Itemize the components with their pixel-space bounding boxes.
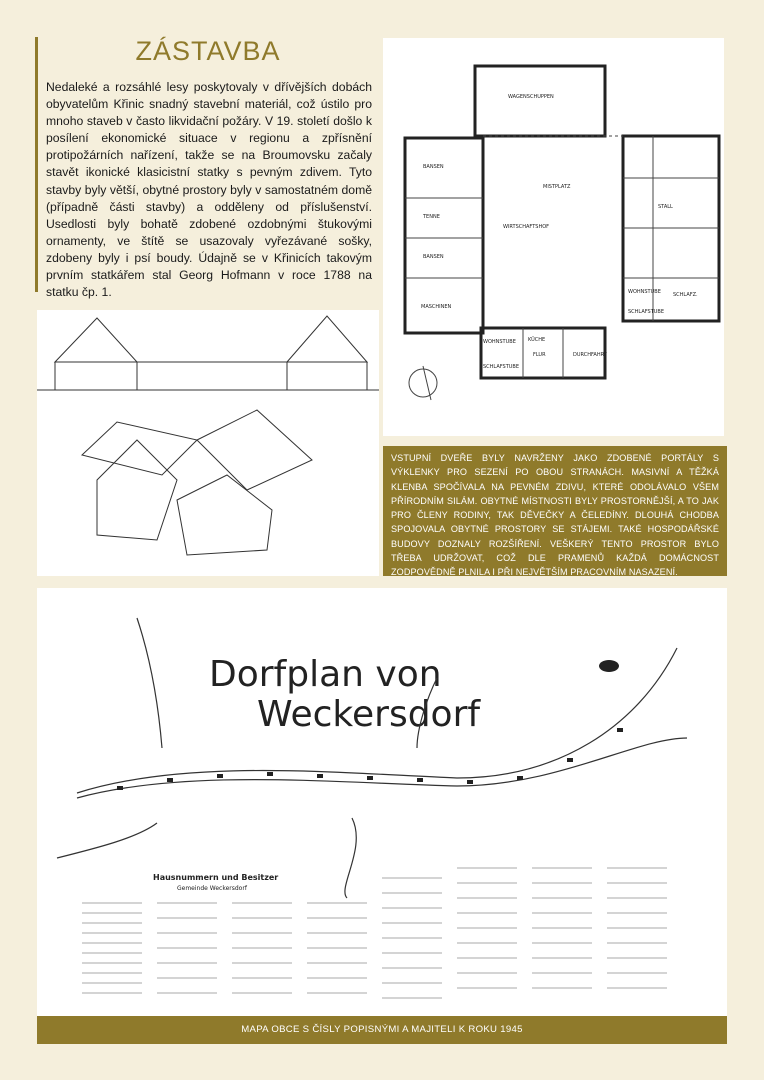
intro-text: Nedaleké a rozsáhlé lesy poskytovaly v dřívějších dobách obyvatelům Křinic snadný stavební materiál, což ústilo pro mnoho staveb v často likvidační požáry. V 19. století došlo k posílení ekonomické situace v regionu a zpřísnění protipožárních nařízení, takže se na Broumovsku začaly stavět ikonické klasicistní statky s pevným zdivem. Tyto stavby byly větší, obytné prostory byly v samostatném domě (případně části stavby) a odděleny od příslušenství. Usedlosti byly bohatě zdobené ozdobnými štukovými ornamenty, ve štítě se usazovaly vyřezávané sošky, zdobeny byly i psí boudy. Údajně se v Křinicích takovým prvním statkářem stal Georg Hofmann v roce 1788 na statku čp. 1. (46, 80, 372, 300)
page-title: ZÁSTAVBA (135, 36, 281, 66)
plan-label: WIRTSCHAFTSHOF (503, 224, 550, 230)
map-caption: MAPA OBCE S ČÍSLY POPISNÝMI A MAJITELI K ROKU 1945 (37, 1016, 727, 1044)
plan-label: SCHLAFZ. (673, 292, 698, 298)
floor-plan-image (383, 38, 724, 436)
plan-label: BANSEN (423, 164, 444, 170)
plan-label: MISTPLATZ (543, 184, 571, 190)
map-legend-subtitle: Gemeinde Weckersdorf (177, 885, 247, 892)
plan-label: MASCHINEN (421, 304, 452, 310)
plan-label: STALL (658, 204, 673, 210)
farmstead-drawing-image (37, 310, 379, 576)
plan-label: SCHLAFSTUBE (628, 309, 665, 315)
village-map-image (37, 588, 727, 1016)
plan-label: SCHLAFSTUBE (483, 364, 520, 370)
plan-label: BANSEN (423, 254, 444, 260)
plan-label: WAGENSCHUPPEN (508, 94, 554, 100)
map-legend-title: Hausnummern und Besitzer (153, 873, 279, 882)
plan-label: WOHNSTUBE (483, 339, 516, 345)
accent-bar (35, 37, 38, 292)
plan-label: DURCHFAHRT (573, 352, 607, 358)
plan-label: TENNE (423, 214, 440, 220)
info-box (383, 446, 727, 576)
info-text: VSTUPNÍ DVEŘE BYLY NAVRŽENY JAKO ZDOBENÉ PORTÁLY S VÝKLENKY PRO SEZENÍ PO OBOU STRANÁCH. MASIVNÍ A TĚŽKÁ KLENBA SPOČÍVALA NA PEVNÉM ZDIVU, KTERÉ ODOLÁVALO VŠEM PŘÍRODNÍM SILÁM. OBYTNÉ MÍSTNOSTI BYLY PROSTORNĚJŠÍ, A TO JAK PRO ČLENY RODINY, TAK DĚVEČKY A ČELEDÍNY. DLOUHÁ CHODBA SPOJOVALA OBYTNÉ PROSTORY SE STÁJEMI. TAKÉ HOSPODÁŘSKÉ BUDOVY DOZNALY ROZŠÍŘENÍ. VEŠKERÝ TENTO PROSTOR BYLO TŘEBA UDRŽOVAT, COŽ DLE PRAMENŮ KAŽDÁ DOMÁCNOST ZODPOVĚDNĚ PLNILA I PŘI NEJVĚTŠÍM PRACOVNÍM NASAZENÍ. (391, 453, 719, 578)
plan-label: WOHNSTUBE (628, 289, 661, 295)
plan-label: FLUR (533, 352, 546, 358)
map-title-line2: Weckersdorf (257, 694, 481, 735)
plan-label: KÜCHE (528, 337, 546, 343)
map-title-line1: Dorfplan von (209, 654, 442, 695)
